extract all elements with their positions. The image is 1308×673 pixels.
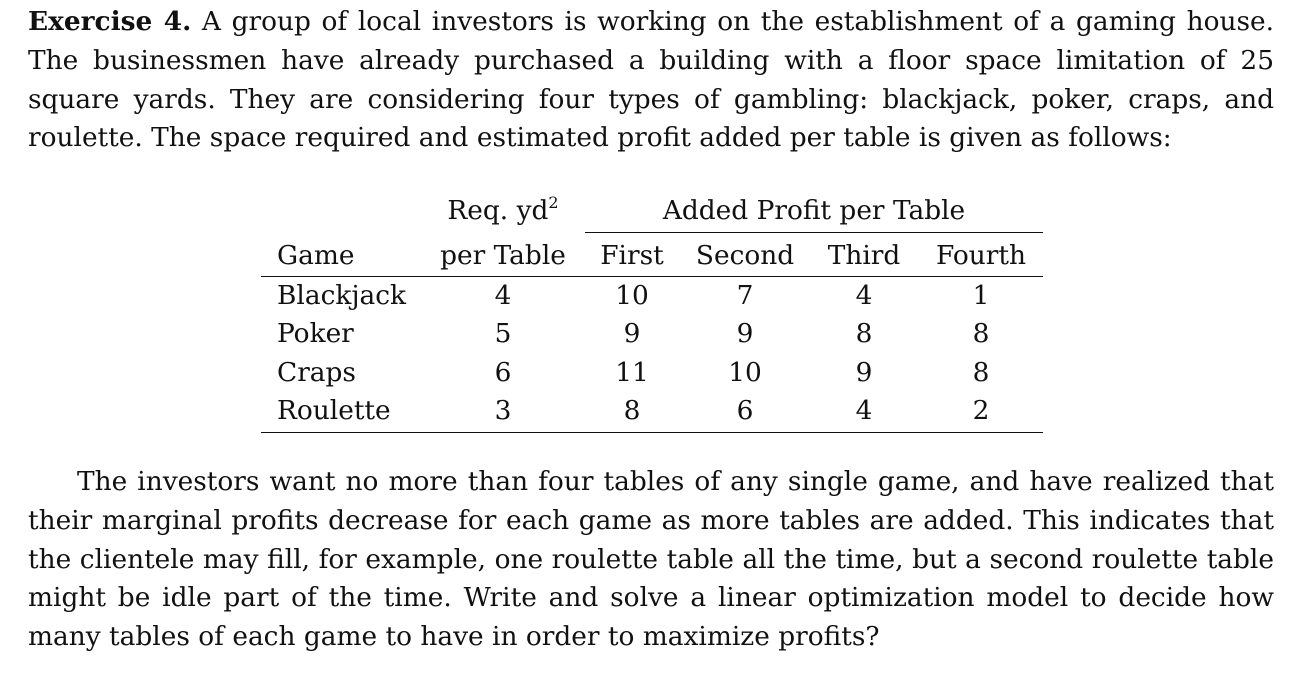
header-game: Game (277, 240, 355, 271)
row-profit-third: 8 (855, 318, 873, 349)
row-req: 4 (494, 280, 512, 311)
exercise-label: Exercise 4. (28, 6, 192, 37)
row-profit-first: 9 (623, 318, 641, 349)
row-req: 3 (494, 395, 512, 426)
row-profit-third: 4 (855, 395, 873, 426)
row-game: Craps (277, 357, 356, 388)
header-second: Second (695, 240, 795, 271)
row-profit-fourth: 8 (972, 318, 990, 349)
header-fourth: Fourth (936, 240, 1026, 271)
profit-group-rule (585, 232, 1043, 233)
row-game: Blackjack (277, 280, 407, 311)
row-profit-second: 10 (728, 357, 762, 388)
row-profit-fourth: 8 (972, 357, 990, 388)
header-req-line2: per Table (440, 240, 566, 271)
row-profit-second: 9 (736, 318, 754, 349)
row-profit-first: 10 (615, 280, 649, 311)
exercise-closing-paragraph: The investors want no more than four tables of any single game, and have realized that their marginal profits decrease for each game as more tables are added. This indicates that the clientele may fill, for example, one roulette table all the time, but a second roulette table might be idle part of the time. Write and solve a linear optimization model to decide how many tables of each game to have in order to maximize profits? (28, 466, 1274, 653)
row-req: 5 (494, 318, 512, 349)
row-profit-third: 4 (855, 280, 873, 311)
row-profit-second: 6 (736, 395, 754, 426)
header-req-superscript: 2 (548, 193, 559, 212)
header-req-line1: Req. $yd^2$ (447, 193, 559, 226)
bottom-rule (261, 432, 1043, 433)
exercise-intro-text: A group of local investors is working on the establishment of a gaming house. The businessmen have already purchased a building with a floor space limitation of 25 square yards. They are considering four types of gambling: blackjack, poker, craps, and roulette. The space required and estimated profit added per table is given as follows: (28, 6, 1274, 154)
row-profit-fourth: 1 (972, 280, 990, 311)
header-rule (261, 276, 1043, 277)
row-req: 6 (494, 357, 512, 388)
row-game: Poker (277, 318, 354, 349)
header-first: First (600, 240, 664, 271)
row-profit-third: 9 (855, 357, 873, 388)
row-profit-first: 11 (615, 357, 649, 388)
row-profit-first: 8 (623, 395, 641, 426)
header-profit-group: Added Profit per Table (662, 195, 966, 226)
row-game: Roulette (277, 395, 391, 426)
row-profit-fourth: 2 (972, 395, 990, 426)
row-profit-second: 7 (736, 280, 754, 311)
header-third: Third (827, 240, 901, 271)
